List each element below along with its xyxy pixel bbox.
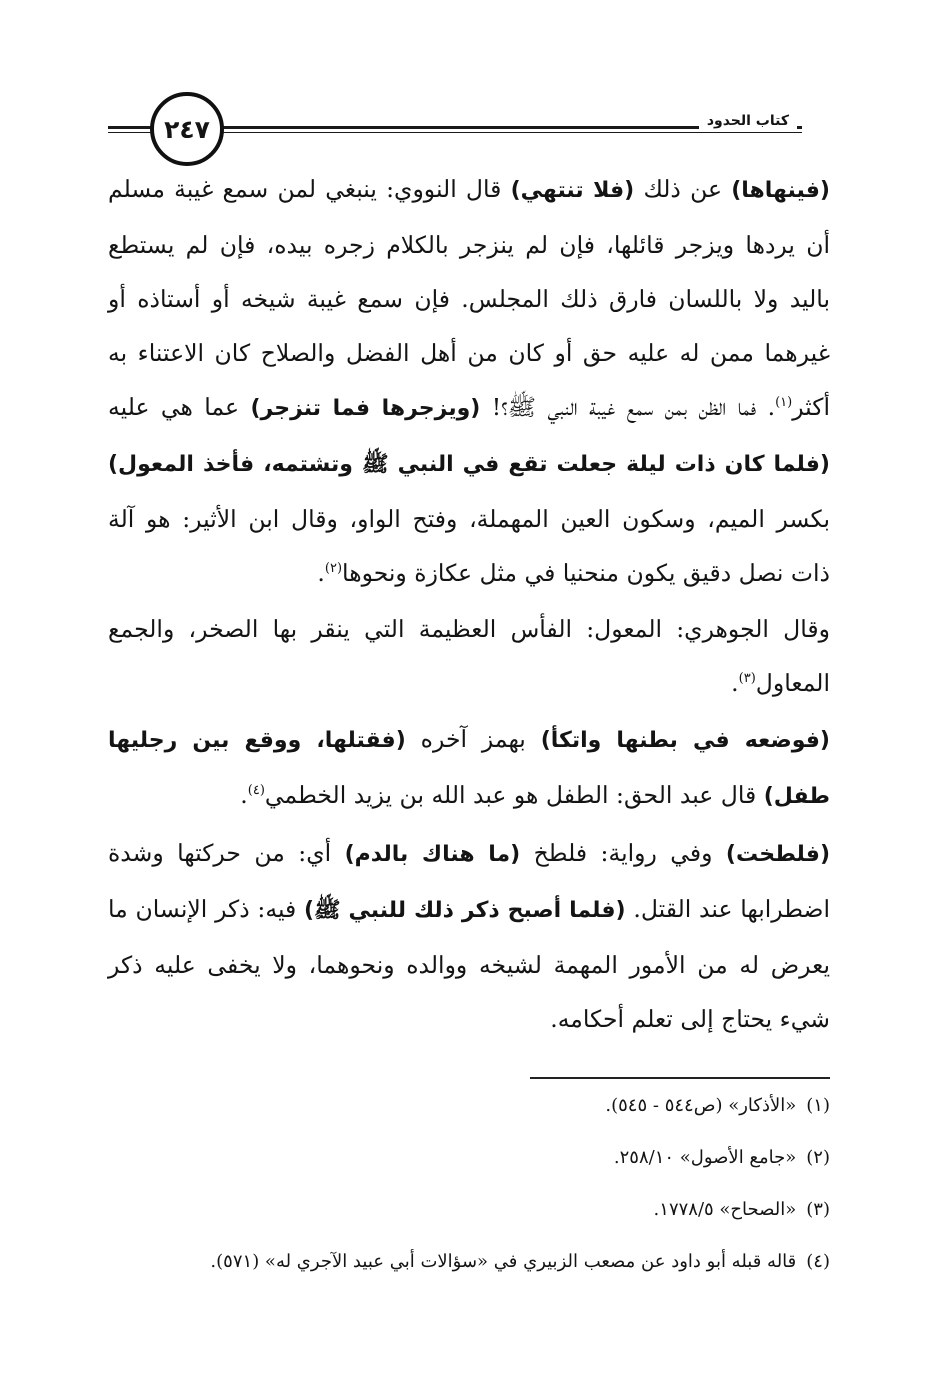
commentary-text: عن ذلك <box>634 175 732 203</box>
punctuation: . <box>240 781 248 809</box>
commentary-text: أي: من حركتها وشدة اضطرابها عند القتل. <box>108 839 830 923</box>
quoted-hadith: (فلطخت) <box>725 842 830 867</box>
footnote-text: «جامع الأصول» ٢٥٨/١٠. <box>613 1147 797 1168</box>
footnote-text: «الصحاح» ١٧٧٨/٥. <box>653 1199 797 1220</box>
quoted-hadith: (فوضعه في بطنها واتكأ) <box>540 728 830 753</box>
header-rule-thin-right <box>212 132 802 133</box>
punctuation: . <box>731 669 739 697</box>
footnote-text: قاله قبله أبو داود عن مصعب الزبيري في «سؤالات أبي عبيد الآجري له» (٥٧١). <box>210 1251 797 1272</box>
paragraph-4 <box>108 826 830 1046</box>
commentary-text: عما هي عليه <box>108 393 251 421</box>
footnote-separator <box>530 1077 830 1079</box>
paragraph-1 <box>108 162 830 600</box>
quoted-hadith: (فقتلها، ووقع بين رجليها طفل) <box>108 728 830 809</box>
commentary-text: وفي رواية: فلطخ <box>520 839 726 867</box>
main-text <box>108 162 830 1046</box>
punctuation: . <box>317 559 325 587</box>
commentary-text: بهمز آخره <box>405 725 541 753</box>
paragraph-2 <box>108 602 830 710</box>
footnote-text: «الأذكار» (ص٥٤٤ - ٥٤٥). <box>605 1095 797 1116</box>
commentary-text: وقال الجوهري: المعول: الفأس العظيمة التي ينقر بها الصخر، والجمع المعاول <box>108 615 831 697</box>
quoted-hadith: (فلما أصبح ذكر ذلك للنبي ﷺ) <box>304 898 626 923</box>
quoted-hadith: (فلا تنتهي) <box>510 178 635 203</box>
commentary-text: فيه: ذكر الإنسان ما يعرض له من الأمور المهمة لشيخه ووالده ونحوهما، ولا يخفى عليه ذكر شيء يحتاج إلى تعلم أحكامه. <box>108 895 830 1033</box>
footnotes <box>108 1086 830 1294</box>
footnote-4 <box>108 1242 830 1294</box>
footnote-1 <box>108 1086 830 1138</box>
footnote-2 <box>108 1138 830 1190</box>
footnote-marker[interactable]: (٣) <box>738 671 756 687</box>
footnote-number: (٣) <box>806 1199 830 1220</box>
commentary-text: قال النووي: ينبغي لمن سمع غيبة مسلم أن يردها ويزجر قائلها، فإن لم ينزجر بالكلام زجره بيده، فإن لم يستطع باليد ولا باللسان فارق ذلك المجلس. فإن سمع غيبة شيخه أو أستاذه أو غيرهما ممن له عليه حق أو كان من أهل الفضل والصلاح كان الاعتناء به أكثر <box>108 175 830 421</box>
footnote-number: (١) <box>806 1095 830 1116</box>
commentary-text: بكسر الميم، وسكون العين المهملة، وفتح الواو، وقال ابن الأثير: هو آلة ذات نصل دقيق يكون منحنيا في مثل عكازة ونحوها <box>108 505 830 587</box>
footnote-number: (٢) <box>806 1147 830 1168</box>
commentary-text: قال عبد الحق: الطفل هو عبد الله بن يزيد الخطمي <box>264 781 764 809</box>
commentary-text: . فما الظن بمن سمع غيبة النبي ﷺ؟! <box>480 393 776 421</box>
footnote-number: (٤) <box>806 1251 830 1272</box>
quoted-hadith: (فينهاها) <box>731 178 830 203</box>
footnote-marker[interactable]: (٤) <box>247 783 265 799</box>
footnote-marker[interactable]: (٢) <box>324 561 343 577</box>
page-header <box>100 92 825 172</box>
quoted-hadith: (ويزجرها فما تنزجر) <box>250 396 481 421</box>
footnote-3 <box>108 1190 830 1242</box>
footnote-marker[interactable]: (١) <box>775 395 793 411</box>
quoted-hadith: (ما هناك بالدم) <box>344 842 521 867</box>
chapter-title: كتاب الحدود <box>699 113 797 129</box>
paragraph-3 <box>108 712 830 824</box>
quoted-hadith: (فلما كان ذات ليلة جعلت تقع في النبي ﷺ وتشتمه، فأخذ المعول) <box>108 452 830 477</box>
page-number: ٢٤٧ <box>150 92 224 166</box>
